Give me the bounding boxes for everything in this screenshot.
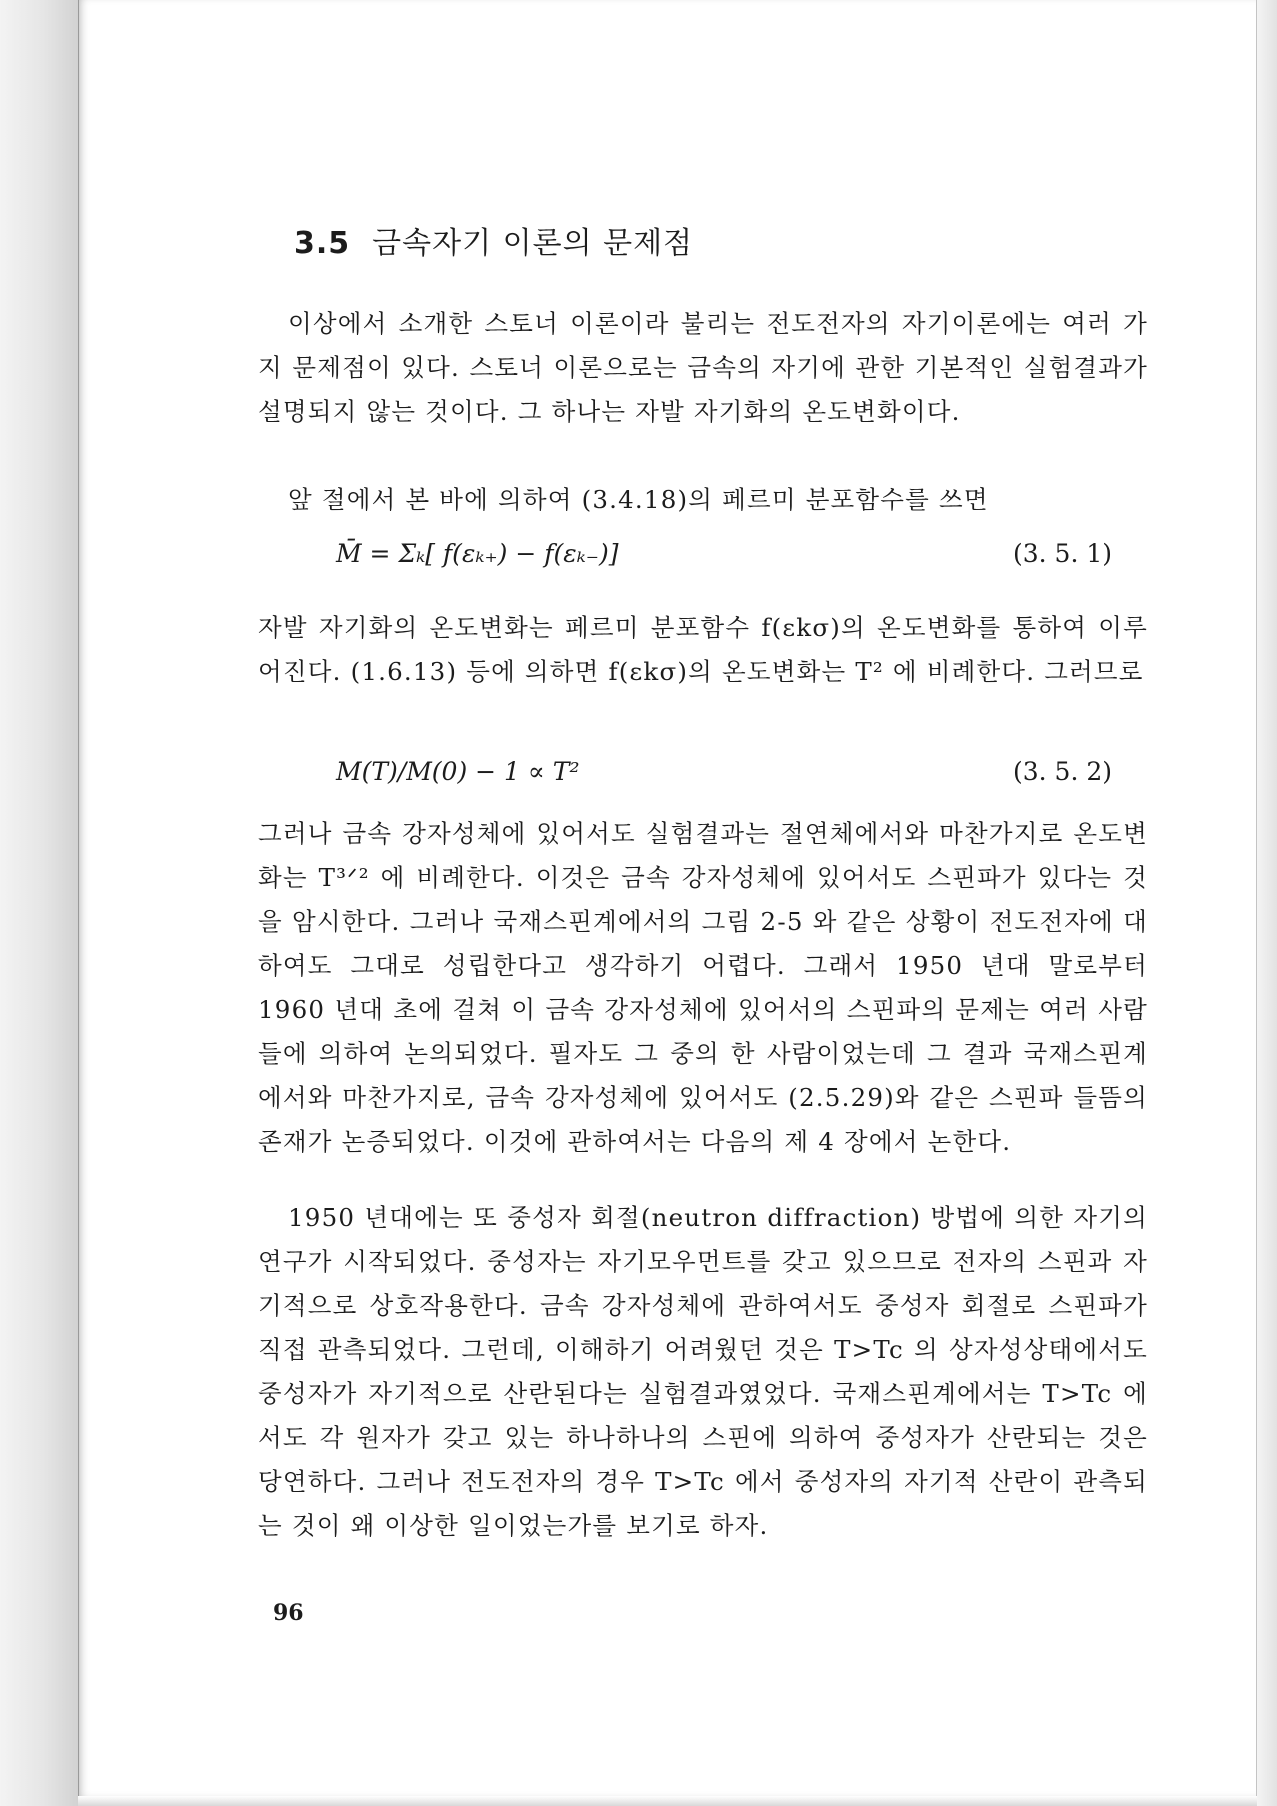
- book-page-edge-bottom: [78, 1796, 1257, 1806]
- section-number: 3.5: [294, 226, 351, 261]
- paragraph-1: 이상에서 소개한 스토너 이론이라 불리는 전도전자의 자기이론에는 여러 가지 문제점이 있다. 스토너 이론으로는 금속의 자기에 관한 기본적인 실험결과가 설명되지 않는 것이다. 그 하나는 자발 자기화의 온도변화이다.: [258, 309, 1148, 426]
- section-heading: [294, 218, 693, 262]
- equation-body: M̄ = Σₖ[ f(εₖ₊) − f(εₖ₋)]: [336, 539, 619, 568]
- equation-number: (3. 5. 2): [1012, 757, 1112, 786]
- equation-3-5-1: [336, 532, 1112, 576]
- book-page-edge-left: [0, 0, 79, 1806]
- equation-body: M(T)/M(0) − 1 ∝ T²: [336, 757, 580, 786]
- paragraph-3: 자발 자기화의 온도변화는 페르미 분포함수 f(εkσ)의 온도변화를 통하여 이루어진다. (1.6.13) 등에 의하면 f(εkσ)의 온도변화는 T² 에 비례한다. 그러므로: [258, 613, 1148, 686]
- paragraph-2: 앞 절에서 본 바에 의하여 (3.4.18)의 페르미 분포함수를 쓰면: [288, 485, 989, 514]
- paragraph-4: 그러나 금속 강자성체에 있어서도 실험결과는 절연체에서와 마찬가지로 온도변화는 T³ᐟ² 에 비례한다. 이것은 금속 강자성체에 있어서도 스핀파가 있다는 것을 암시한다. 그러나 국재스핀계에서의 그림 2-5 와 같은 상황이 전도전자에 대하여도 그대로 성립한다고 생각하기 어렵다. 그래서 1950 년대 말로부터 1960 년대 초에 걸쳐 이 금속 강자성체에 있어서의 스핀파의 문제는 여러 사람들에 의하여 논의되었다. 필자도 그 중의 한 사람이었는데 그 결과 국재스핀계에서와 마찬가지로, 금속 강자성체에 있어서도 (2.5.29)와 같은 스핀파 들뜸의 존재가 논증되었다. 이것에 관하여서는 다음의 제 4 장에서 논한다.: [258, 819, 1148, 1156]
- section-title: 금속자기 이론의 문제점: [372, 226, 694, 261]
- equation-3-5-2: [336, 750, 1112, 794]
- page-number: 96: [273, 1600, 304, 1626]
- book-page-edge-right: [1256, 0, 1277, 1806]
- equation-number: (3. 5. 1): [1012, 539, 1112, 568]
- paragraph-5: 1950 년대에는 또 중성자 회절(neutron diffraction) 방법에 의한 자기의 연구가 시작되었다. 중성자는 자기모우먼트를 갖고 있으므로 전자의 스핀과 자기적으로 상호작용한다. 금속 강자성체에 관하여서도 중성자 회절로 스핀파가 직접 관측되었다. 그런데, 이해하기 어려웠던 것은 T>Tc 의 상자성상태에서도 중성자가 자기적으로 산란된다는 실험결과였었다. 국재스핀계에서는 T>Tc 에서도 각 원자가 갖고 있는 하나하나의 스핀에 의하여 중성자가 산란되는 것은 당연하다. 그러나 전도전자의 경우 T>Tc 에서 중성자의 자기적 산란이 관측되는 것이 왜 이상한 일이었는가를 보기로 하자.: [258, 1203, 1148, 1540]
